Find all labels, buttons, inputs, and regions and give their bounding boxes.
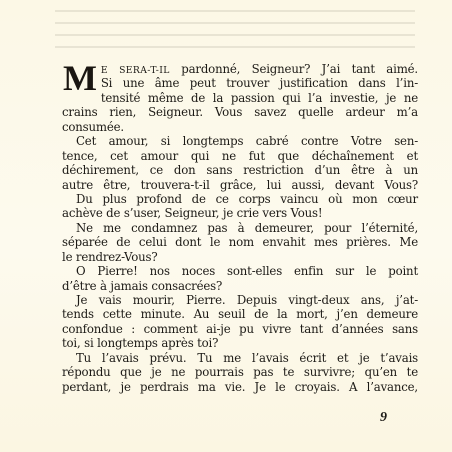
text-line: répondu que je ne pourrais pas te survivre; qu’en te: [62, 365, 418, 380]
text-line: d’être à jamais consacrées?: [62, 278, 223, 293]
text-line: Si une âme peut trouver justification dans l’in-: [100, 76, 418, 91]
page-number: 9: [380, 410, 387, 425]
text-line: O Pierre! nos noces sont-elles enfin sur le point: [76, 264, 418, 279]
text-line: crains rien, Seigneur. Vous savez quelle ardeur m’a: [62, 105, 418, 120]
drop-cap: M: [63, 58, 97, 98]
text-line: achève de s’user, Seigneur, je crie vers Vous!: [62, 206, 323, 221]
text-line: Tu l’avais prévu. Tu me l’avais écrit et je t’avais: [76, 350, 418, 365]
opening-line-rest: pardonné, Seigneur? J’ai tant aimé.: [169, 62, 418, 76]
text-line: Du plus profond de ce corps vaincu où mon cœur: [76, 191, 418, 206]
text-line: Ne me condamnez pas à demeurer, pour l’éternité,: [76, 220, 418, 235]
show-through-text: [55, 0, 415, 58]
text-line: le rendrez-Vous?: [62, 249, 158, 264]
text-line: toi, si longtemps après toi?: [62, 336, 219, 351]
text-line: Je vais mourir, Pierre. Depuis vingt-deux ans, j’at-: [76, 293, 418, 307]
small-caps-opening: E SERA-T-IL: [100, 65, 170, 76]
text-line: tends cette minute. Au seuil de la mort, j’en demeure: [62, 307, 418, 322]
text-line: consumée.: [62, 119, 124, 134]
text-line: tensité même de la passion qui l’a investie, je ne: [100, 90, 418, 105]
text-line: séparée de celui dont le nom envahit mes prières. Me: [62, 235, 418, 250]
text-line: tence, cet amour qui ne fut que déchaînement et: [62, 148, 418, 163]
text-line: perdant, je perdrais ma vie. Je le croyais. A l’avance,: [62, 379, 418, 394]
body-text: [62, 58, 418, 394]
text-line: déchirement, ce don sans restriction d’un être à un: [62, 163, 418, 178]
text-line: Cet amour, si longtemps cabré contre Votre sen-: [76, 134, 418, 149]
text-line: [62, 62, 418, 76]
text-line: confondue : comment ai-je pu vivre tant d’années sans: [62, 321, 418, 336]
text-line: autre être, trouvera-t-il grâce, lui aussi, devant Vous?: [62, 177, 418, 192]
